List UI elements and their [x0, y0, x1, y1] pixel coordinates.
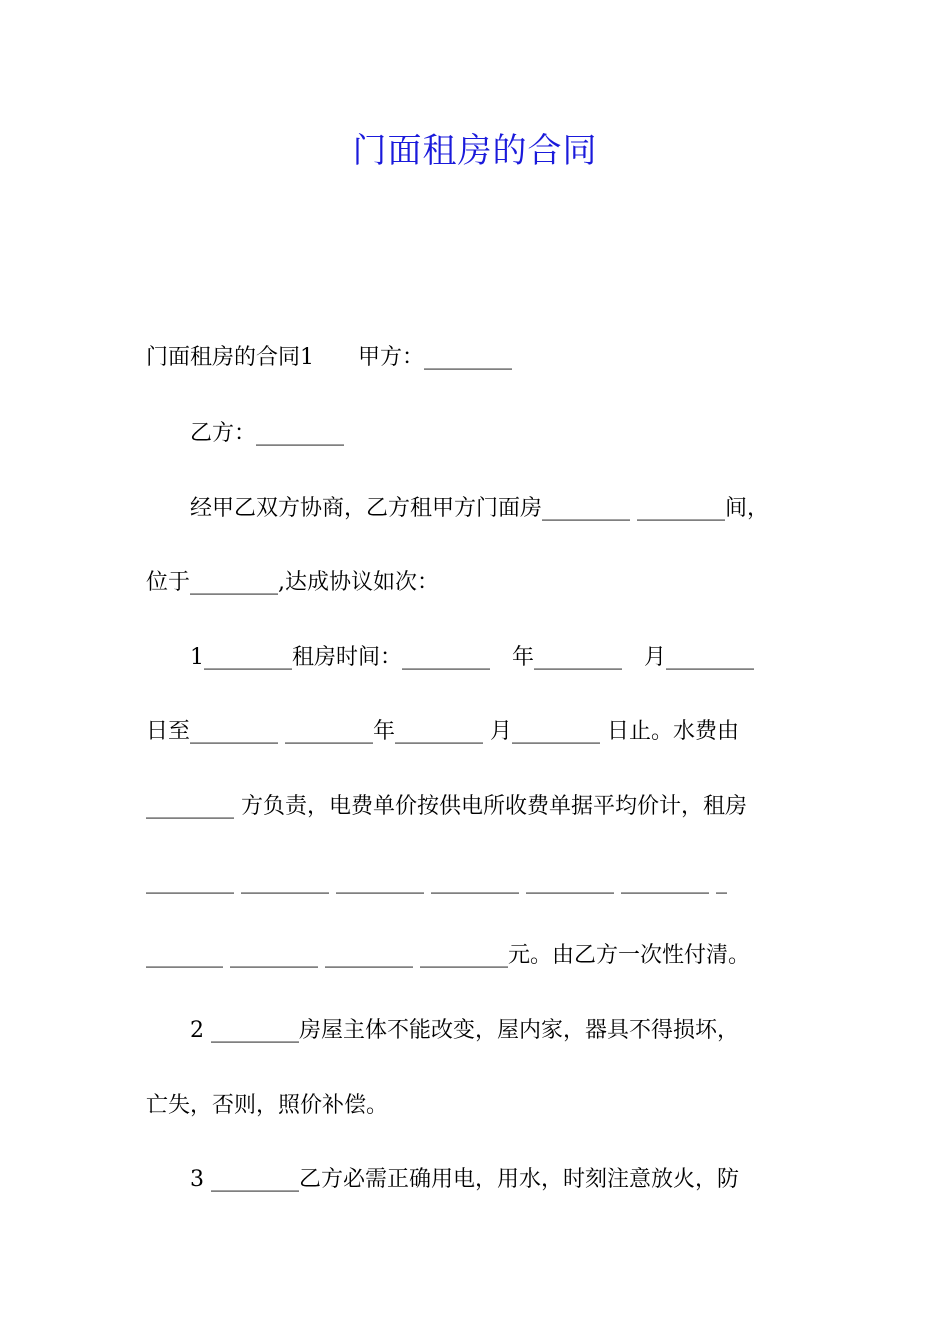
body-line: 2 ________房屋主体不能改变，屋内家，器具不得损坏， [146, 1018, 739, 1043]
body-line: ________ 方负责，电费单价按供电所收费单据平均价计，租房 [146, 794, 747, 819]
body-line: 亡失，否则，照价补偿。 [146, 1093, 389, 1118]
body-line: 门面租房的合同1 甲方：________ [146, 345, 512, 370]
body-line: ________ ________ ________ ________ ________ ________ _ [146, 869, 727, 894]
body-line: 1________租房时间：________ 年________ 月________ [146, 645, 754, 670]
body-line: 位于________,达成协议如次： [146, 570, 439, 595]
body-line: 3 ________乙方必需正确用电，用水，时刻注意放火，防 [146, 1167, 739, 1192]
body-line: 日至________ ________年________ 月________ 日止。水费由 [146, 719, 739, 744]
body-line: 乙方：________ [146, 421, 345, 446]
document-title: 门面租房的合同 [352, 131, 598, 171]
body-line: _______ ________ ________ ________元。由乙方一次性付清。 [146, 943, 750, 968]
body-line: 经甲乙双方协商，乙方租甲方门面房________ ________间， [146, 496, 769, 521]
